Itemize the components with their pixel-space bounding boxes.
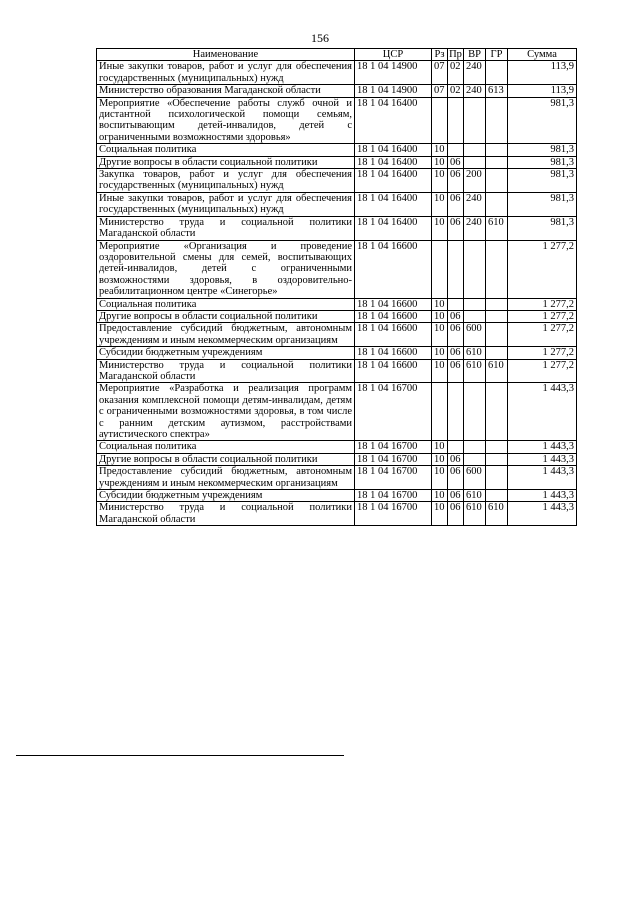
cell-vr: 610	[464, 502, 486, 526]
cell-name: Министерство образования Магаданской области	[97, 85, 355, 97]
cell-rz: 07	[432, 61, 448, 85]
table-row	[97, 169, 577, 193]
budget-table	[96, 48, 577, 526]
cell-vr	[464, 156, 486, 168]
cell-pr: 06	[448, 347, 464, 359]
cell-name: Иные закупки товаров, работ и услуг для обеспечения государственных (муниципальных) нужд	[97, 61, 355, 85]
cell-gr	[486, 240, 508, 298]
cell-csr: 18 1 04 14900	[355, 85, 432, 97]
cell-rz: 10	[432, 466, 448, 490]
cell-rz: 10	[432, 298, 448, 310]
header-pr: Пр	[449, 49, 462, 60]
cell-pr: 06	[448, 192, 464, 216]
cell-gr: 613	[486, 85, 508, 97]
cell-name: Субсидии бюджетным учреждениям	[97, 347, 355, 359]
table-header-row	[97, 49, 577, 61]
cell-pr: 06	[448, 156, 464, 168]
cell-vr: 600	[464, 323, 486, 347]
cell-rz: 10	[432, 192, 448, 216]
cell-csr: 18 1 04 16400	[355, 144, 432, 156]
cell-csr: 18 1 04 16700	[355, 383, 432, 441]
cell-vr	[464, 298, 486, 310]
table-row	[97, 453, 577, 465]
cell-pr	[448, 298, 464, 310]
cell-rz: 10	[432, 441, 448, 453]
cell-csr: 18 1 04 16400	[355, 156, 432, 168]
cell-csr: 18 1 04 16600	[355, 298, 432, 310]
table-row	[97, 310, 577, 322]
cell-vr: 600	[464, 466, 486, 490]
footer-divider	[16, 755, 344, 756]
table-row	[97, 502, 577, 526]
table-row	[97, 383, 577, 441]
cell-sum: 1 443,3	[508, 466, 577, 490]
cell-csr: 18 1 04 16700	[355, 466, 432, 490]
cell-pr: 06	[448, 216, 464, 240]
cell-pr	[448, 383, 464, 441]
cell-gr	[486, 441, 508, 453]
cell-csr: 18 1 04 16400	[355, 169, 432, 193]
cell-sum: 1 443,3	[508, 490, 577, 502]
cell-name: Министерство труда и социальной политики Магаданской области	[97, 216, 355, 240]
cell-pr: 06	[448, 310, 464, 322]
table-row	[97, 466, 577, 490]
cell-vr: 610	[464, 359, 486, 383]
cell-csr: 18 1 04 16700	[355, 502, 432, 526]
cell-rz: 10	[432, 323, 448, 347]
page-number: 156	[311, 31, 329, 45]
cell-sum: 1 443,3	[508, 441, 577, 453]
cell-name: Социальная политика	[97, 298, 355, 310]
cell-csr: 18 1 04 16600	[355, 323, 432, 347]
cell-vr	[464, 97, 486, 144]
cell-rz	[432, 240, 448, 298]
cell-sum: 113,9	[508, 61, 577, 85]
cell-csr: 18 1 04 16400	[355, 216, 432, 240]
cell-vr: 200	[464, 169, 486, 193]
table-row	[97, 490, 577, 502]
cell-name: Закупка товаров, работ и услуг для обеспечения государственных (муниципальных) нужд	[97, 169, 355, 193]
cell-vr: 240	[464, 216, 486, 240]
cell-sum: 1 443,3	[508, 453, 577, 465]
table-row	[97, 216, 577, 240]
cell-rz: 10	[432, 216, 448, 240]
cell-sum: 1 443,3	[508, 383, 577, 441]
cell-vr: 610	[464, 347, 486, 359]
cell-name: Министерство труда и социальной политики Магаданской области	[97, 359, 355, 383]
cell-sum: 981,3	[508, 144, 577, 156]
table-row	[97, 298, 577, 310]
cell-vr: 240	[464, 192, 486, 216]
cell-rz	[432, 97, 448, 144]
header-rz: Рз	[432, 49, 448, 61]
table-row	[97, 359, 577, 383]
cell-csr: 18 1 04 16600	[355, 310, 432, 322]
cell-sum: 1 277,2	[508, 240, 577, 298]
cell-gr	[486, 466, 508, 490]
cell-csr: 18 1 04 16400	[355, 97, 432, 144]
cell-rz: 07	[432, 85, 448, 97]
cell-name: Другие вопросы в области социальной политики	[97, 453, 355, 465]
cell-pr: 02	[448, 61, 464, 85]
cell-pr	[448, 240, 464, 298]
cell-sum: 1 277,2	[508, 298, 577, 310]
cell-sum: 1 443,3	[508, 502, 577, 526]
cell-sum: 981,3	[508, 216, 577, 240]
cell-pr: 02	[448, 85, 464, 97]
cell-name: Мероприятие «Организация и проведение оздоровительной смены для семей, воспитывающих детей-инвалидов, детей с ограниченными возможностями здоровья, в оздоровительно-реабилитационном центре «Синегорье»	[97, 240, 355, 298]
cell-name: Субсидии бюджетным учреждениям	[97, 490, 355, 502]
cell-rz: 10	[432, 347, 448, 359]
cell-gr	[486, 453, 508, 465]
cell-name: Другие вопросы в области социальной политики	[97, 310, 355, 322]
cell-csr: 18 1 04 16700	[355, 490, 432, 502]
cell-name: Предоставление субсидий бюджетным, автономным учреждениям и иным некоммерческим организациям	[97, 323, 355, 347]
cell-pr: 06	[448, 502, 464, 526]
cell-rz: 10	[432, 169, 448, 193]
cell-gr	[486, 490, 508, 502]
cell-csr: 18 1 04 16600	[355, 359, 432, 383]
cell-sum: 981,3	[508, 192, 577, 216]
cell-csr: 18 1 04 16700	[355, 441, 432, 453]
cell-pr: 06	[448, 169, 464, 193]
cell-name: Предоставление субсидий бюджетным, автономным учреждениям и иным некоммерческим организациям	[97, 466, 355, 490]
cell-csr: 18 1 04 16700	[355, 453, 432, 465]
cell-pr: 06	[448, 323, 464, 347]
header-gr: ГР	[486, 49, 508, 61]
cell-rz: 10	[432, 453, 448, 465]
cell-pr	[448, 144, 464, 156]
cell-sum: 1 277,2	[508, 310, 577, 322]
cell-csr: 18 1 04 16600	[355, 347, 432, 359]
cell-sum: 1 277,2	[508, 323, 577, 347]
table-row	[97, 156, 577, 168]
cell-sum: 113,9	[508, 85, 577, 97]
cell-name: Мероприятие «Разработка и реализация программ оказания комплексной помощи детям-инвалидам, детям с ограниченными возможностями здоровья, в том числе с ранним детским аутизмом, расстройствами аутистического спектра»	[97, 383, 355, 441]
cell-name: Иные закупки товаров, работ и услуг для обеспечения государственных (муниципальных) нужд	[97, 192, 355, 216]
cell-csr: 18 1 04 16400	[355, 192, 432, 216]
cell-vr: 240	[464, 85, 486, 97]
cell-gr	[486, 192, 508, 216]
cell-gr	[486, 347, 508, 359]
cell-vr	[464, 453, 486, 465]
cell-name: Социальная политика	[97, 441, 355, 453]
cell-pr	[448, 97, 464, 144]
table-row	[97, 192, 577, 216]
cell-rz	[432, 383, 448, 441]
cell-name: Министерство труда и социальной политики Магаданской области	[97, 502, 355, 526]
cell-gr	[486, 298, 508, 310]
cell-rz: 10	[432, 359, 448, 383]
cell-gr	[486, 144, 508, 156]
cell-gr	[486, 323, 508, 347]
cell-sum: 981,3	[508, 169, 577, 193]
cell-name: Мероприятие «Обеспечение работы служб очной и дистантной психологической помощи семьям, воспитывающим детей-инвалидов, детей с ограниченными возможностями здоровья»	[97, 97, 355, 144]
cell-rz: 10	[432, 502, 448, 526]
header-name: Наименование	[97, 49, 355, 61]
cell-vr	[464, 144, 486, 156]
cell-rz: 10	[432, 490, 448, 502]
cell-gr	[486, 61, 508, 85]
cell-gr	[486, 169, 508, 193]
header-csr: ЦСР	[355, 49, 432, 61]
cell-sum: 1 277,2	[508, 347, 577, 359]
cell-sum: 981,3	[508, 156, 577, 168]
table-row	[97, 97, 577, 144]
cell-gr	[486, 97, 508, 144]
cell-sum: 981,3	[508, 97, 577, 144]
cell-pr: 06	[448, 453, 464, 465]
table-row	[97, 323, 577, 347]
cell-vr: 610	[464, 490, 486, 502]
cell-pr: 06	[448, 490, 464, 502]
cell-gr	[486, 310, 508, 322]
header-vr: ВР	[464, 49, 486, 61]
cell-gr: 610	[486, 216, 508, 240]
cell-rz: 10	[432, 156, 448, 168]
cell-rz: 10	[432, 144, 448, 156]
table-row	[97, 441, 577, 453]
cell-gr	[486, 156, 508, 168]
cell-csr: 18 1 04 16600	[355, 240, 432, 298]
cell-pr: 06	[448, 466, 464, 490]
cell-pr	[448, 441, 464, 453]
cell-vr	[464, 240, 486, 298]
cell-rz: 10	[432, 310, 448, 322]
cell-sum: 1 277,2	[508, 359, 577, 383]
cell-name: Другие вопросы в области социальной политики	[97, 156, 355, 168]
cell-gr: 610	[486, 359, 508, 383]
cell-vr	[464, 441, 486, 453]
cell-gr: 610	[486, 502, 508, 526]
cell-vr	[464, 310, 486, 322]
cell-vr	[464, 383, 486, 441]
cell-pr: 06	[448, 359, 464, 383]
table-row	[97, 85, 577, 97]
table-row	[97, 61, 577, 85]
cell-vr: 240	[464, 61, 486, 85]
cell-gr	[486, 383, 508, 441]
table-row	[97, 144, 577, 156]
header-sum: Сумма	[508, 49, 577, 61]
cell-name: Социальная политика	[97, 144, 355, 156]
table-row	[97, 240, 577, 298]
table-row	[97, 347, 577, 359]
cell-csr: 18 1 04 14900	[355, 61, 432, 85]
